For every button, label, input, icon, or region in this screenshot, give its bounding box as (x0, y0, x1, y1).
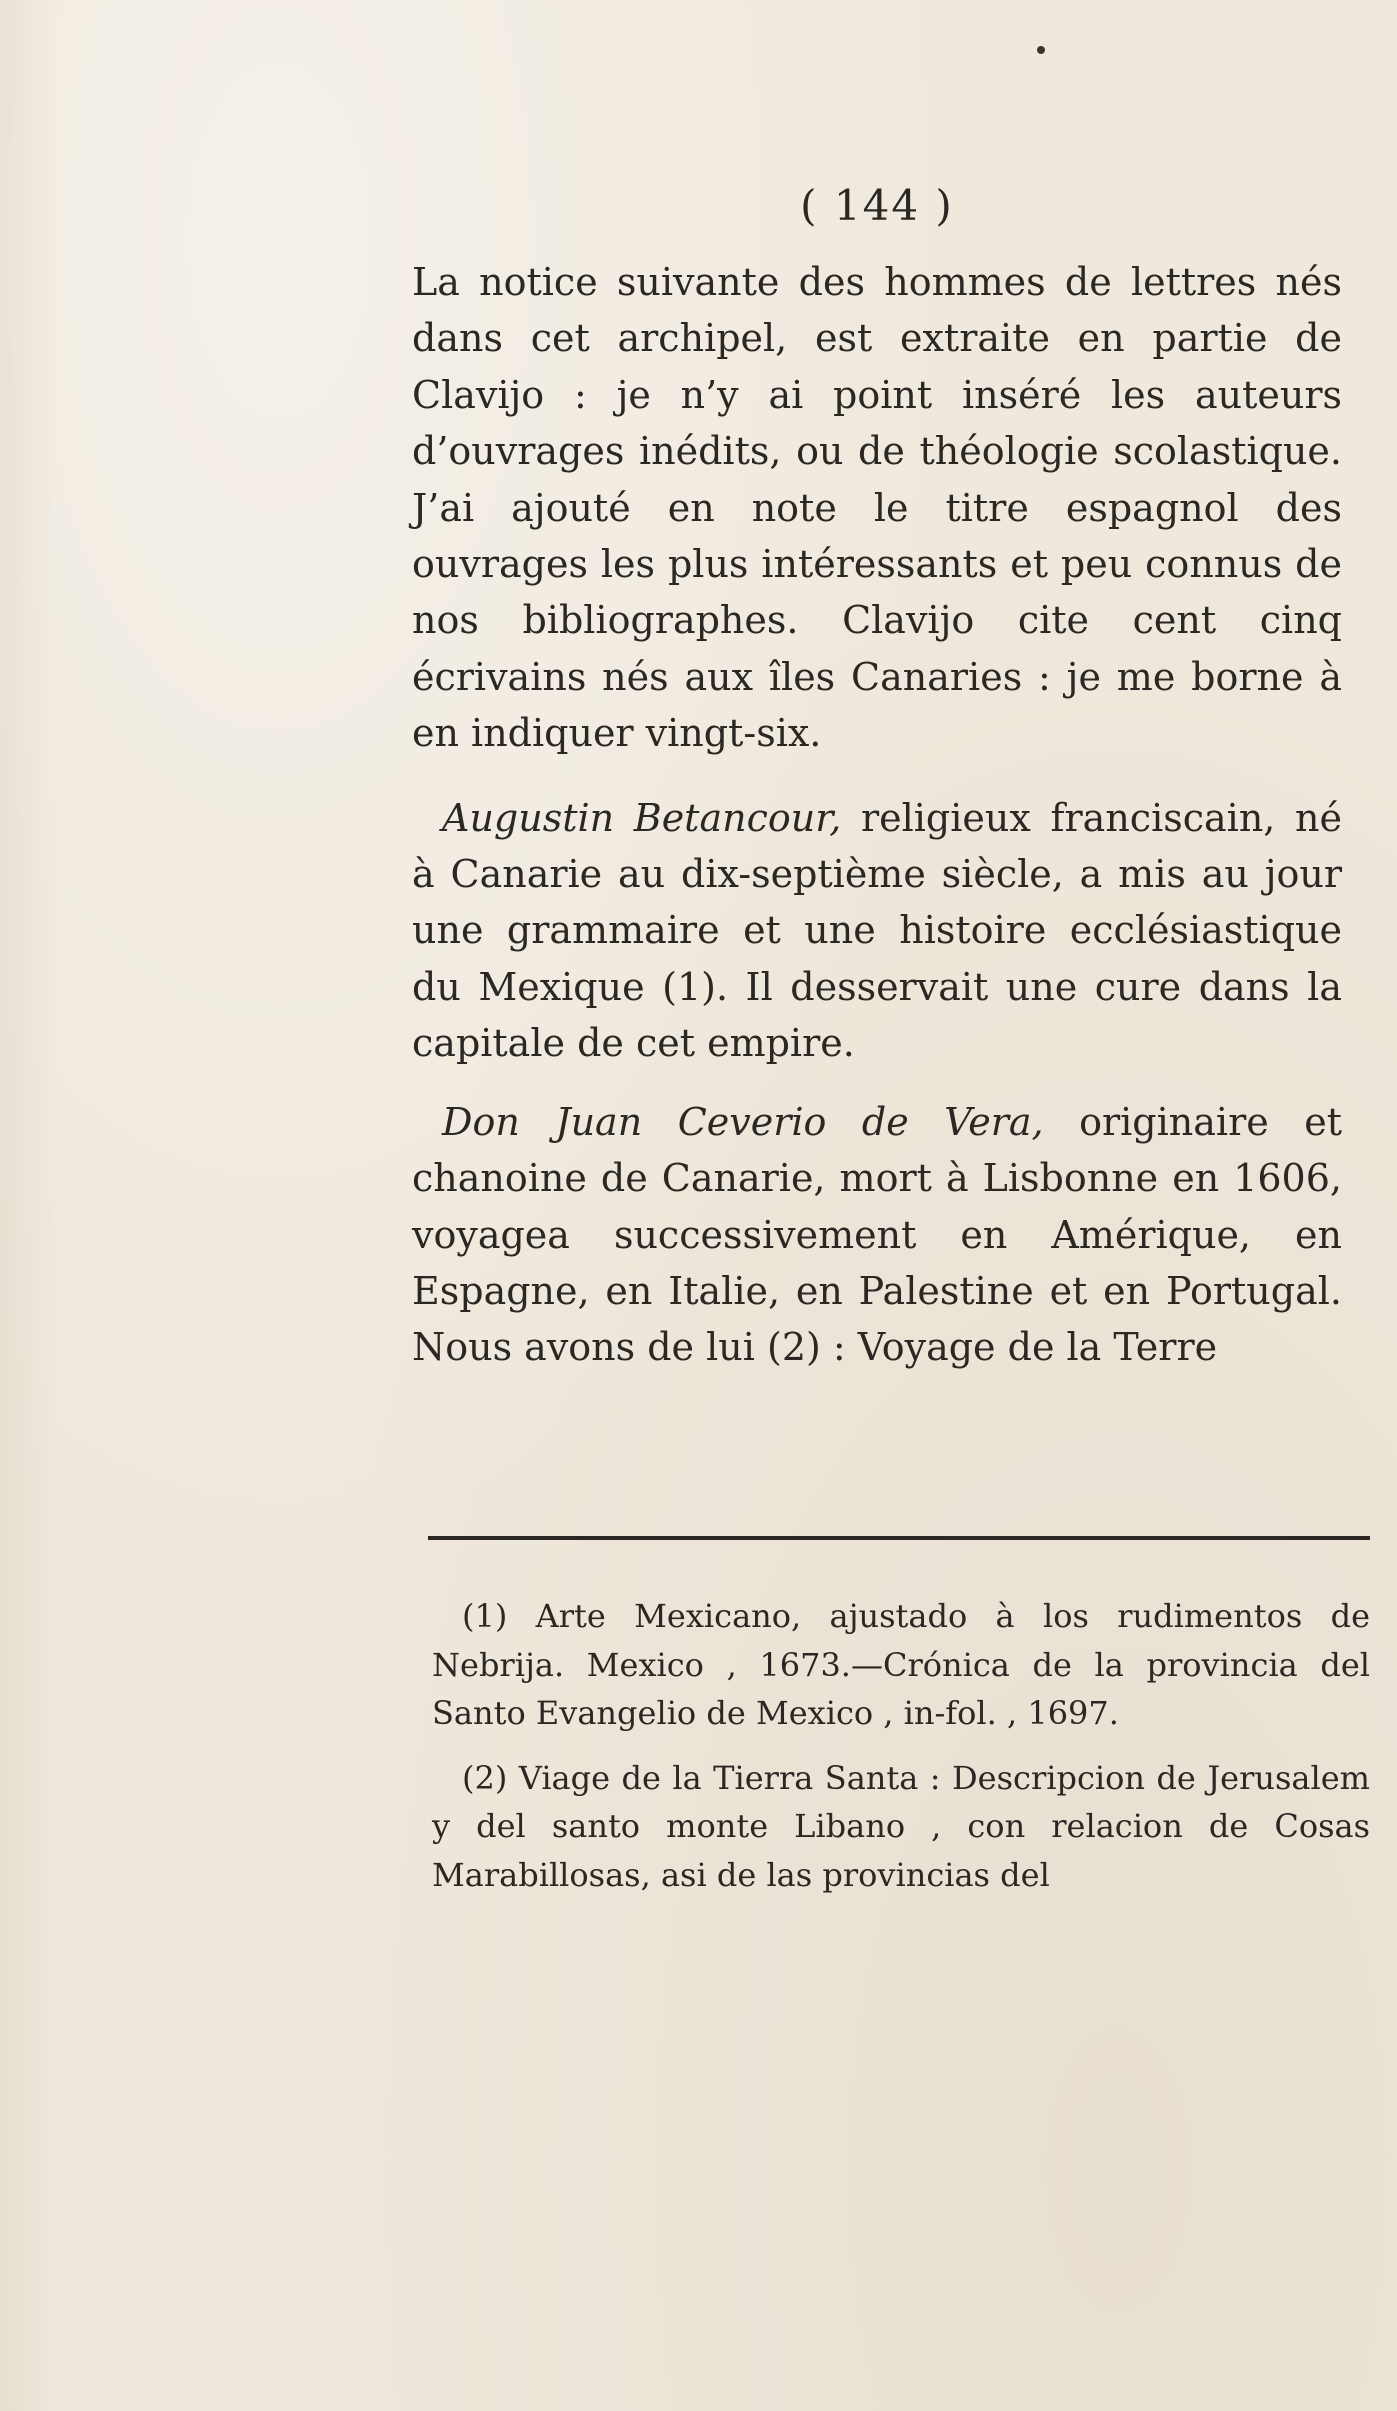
betancour-paragraph-text: religieux franciscain, né à Canarie au dix-septième siècle, a mis au jour une grammaire et une histoire ecclésiastique du Mexique (1). Il desservait une cure dans la capitale de cet empire. (412, 795, 1342, 1066)
footnote-1-mark: (1) (462, 1597, 508, 1635)
ceverio-paragraph-text: originaire et chanoine de Canarie, mort à Lisbonne en 1606, voyagea successivement en Amérique, en Espagne, en Italie, en Palestine et en Portugal. Nous avons de lui (2) : Voyage de la Terre (412, 1099, 1342, 1370)
page-gutter-shadow (0, 0, 60, 2411)
footnote-2 (432, 1754, 1370, 1900)
ink-speck (1037, 46, 1045, 54)
author-name-betancour: Augustin Betancour, (442, 795, 842, 840)
footnote-2-mark: (2) (462, 1758, 508, 1797)
betancour-paragraph (412, 790, 1342, 1072)
ceverio-paragraph (412, 1094, 1342, 1376)
page-number: ( 144 ) (800, 181, 954, 230)
author-name-ceverio: Don Juan Ceverio de Vera, (442, 1099, 1044, 1144)
footnotes-block (432, 1592, 1370, 1899)
footnote-1 (432, 1592, 1370, 1738)
intro-paragraph (412, 254, 1342, 762)
main-text-block (412, 170, 1342, 1376)
footnote-1-text: Arte Mexicano, ajustado à los rudimentos de Nebrija. Mexico , 1673.—Crónica de la provincia del Santo Evangelio de Mexico , in-fol. , 1697. (432, 1597, 1370, 1732)
footnote-separator-rule (428, 1536, 1370, 1540)
intro-paragraph-text: La notice suivante des hommes de lettres nés dans cet archipel, est extraite en partie de Clavijo : je n’y ai point inséré les auteurs d’ouvrages inédits, ou de théologie scolastique. J’ai ajouté en note le titre espagnol des ouvrages les plus intéressants et peu connus de nos bibliographes. Clavijo cite cent cinq écrivains nés aux îles Canaries : je me borne à en indiquer vingt-six. (412, 260, 1342, 756)
footnote-2-text: Viage de la Tierra Santa : Descripcion de Jerusalem y del santo monte Libano , con relacion de Cosas Marabillosas, asi de las provincias del (432, 1758, 1370, 1894)
